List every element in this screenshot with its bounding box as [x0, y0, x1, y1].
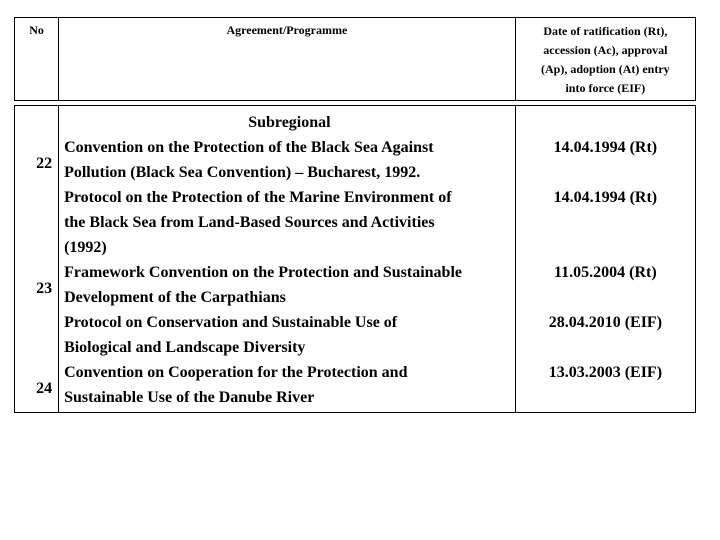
agreement-line: Pollution (Black Sea Convention) – Bucharest, 1992. [64, 164, 421, 181]
date-column [515, 106, 695, 413]
agreement-line: Convention on the Protection of the Black Sea Against [64, 139, 434, 156]
agreement-line: (1992) [64, 239, 107, 256]
agreement-line: Development of the Carpathians [64, 289, 286, 306]
header-row [15, 18, 696, 101]
header-date [515, 18, 695, 101]
date-value: 28.04.2010 (EIF) [548, 314, 663, 331]
table-row [15, 106, 696, 413]
agreement-line: Sustainable Use of the Danube River [64, 389, 315, 406]
header-no: No [15, 18, 59, 101]
date-value: 14.04.1994 (Rt) [553, 139, 658, 156]
agreement-column [59, 106, 516, 413]
date-value: 14.04.1994 (Rt) [553, 189, 658, 206]
number-column [15, 106, 59, 413]
agreement-line: Convention on Cooperation for the Protection and [64, 364, 408, 381]
row-number: 24 [36, 380, 53, 397]
header-date-line: (Ap), adoption (At) entry [541, 62, 670, 76]
date-value: 13.03.2003 (EIF) [548, 364, 663, 381]
header-agreement: Agreement/Programme [59, 18, 516, 101]
date-value: 11.05.2004 (Rt) [554, 264, 657, 281]
header-date-line: into force (EIF) [565, 81, 646, 95]
agreement-line: Protocol on Conservation and Sustainable Use of [64, 314, 398, 331]
section-title: Subregional [248, 114, 331, 131]
row-number: 22 [36, 155, 53, 172]
header-date-line: Date of ratification (Rt), [543, 24, 668, 38]
table-header [14, 17, 696, 101]
agreement-line: Framework Convention on the Protection and Sustainable [64, 264, 462, 281]
header-date-line: accession (Ac), approval [543, 43, 668, 57]
agreement-line: Biological and Landscape Diversity [64, 339, 306, 356]
row-number: 23 [36, 280, 53, 297]
agreement-line: Protocol on the Protection of the Marine Environment of [64, 189, 452, 206]
table-body [14, 105, 696, 413]
agreement-line: the Black Sea from Land-Based Sources and Activities [64, 214, 435, 231]
